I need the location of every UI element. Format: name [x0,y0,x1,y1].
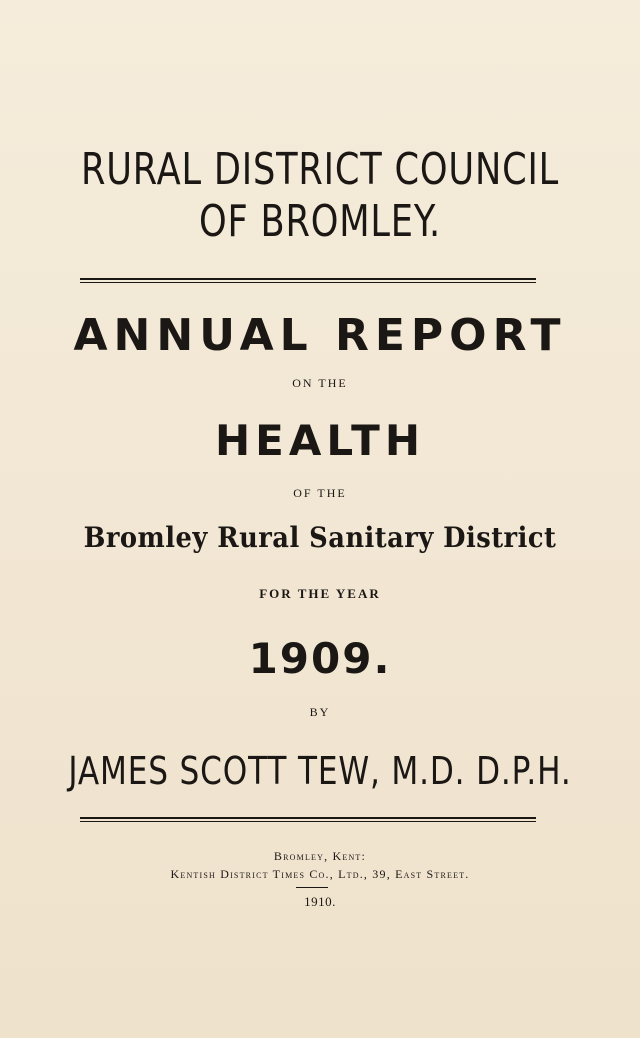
imprint-place: Bromley, Kent: [273,849,367,863]
report-subject: HEALTH [215,416,425,465]
imprint-publisher: Kentish District Times Co., Ltd., 39, East Street. [170,867,470,881]
report-year: 1909. [248,634,392,683]
for-the-year-label: FOR THE YEAR [259,586,381,601]
top-double-rule [80,278,536,283]
imprint-short-rule [296,887,328,888]
author-name: JAMES SCOTT TEW, M.D. D.P.H. [68,749,572,793]
imprint-year: 1910. [304,894,336,909]
of-the-label: OF THE [293,486,347,500]
council-title-line-1: RURAL DISTRICT COUNCIL [80,144,560,195]
by-label: BY [309,705,331,719]
on-the-label: ON THE [292,376,348,390]
bottom-double-rule [80,817,536,822]
report-heading: ANNUAL REPORT [73,310,567,361]
council-title-line-2: OF BROMLEY. [198,196,442,247]
district-name: Bromley Rural Sanitary District [83,521,557,554]
